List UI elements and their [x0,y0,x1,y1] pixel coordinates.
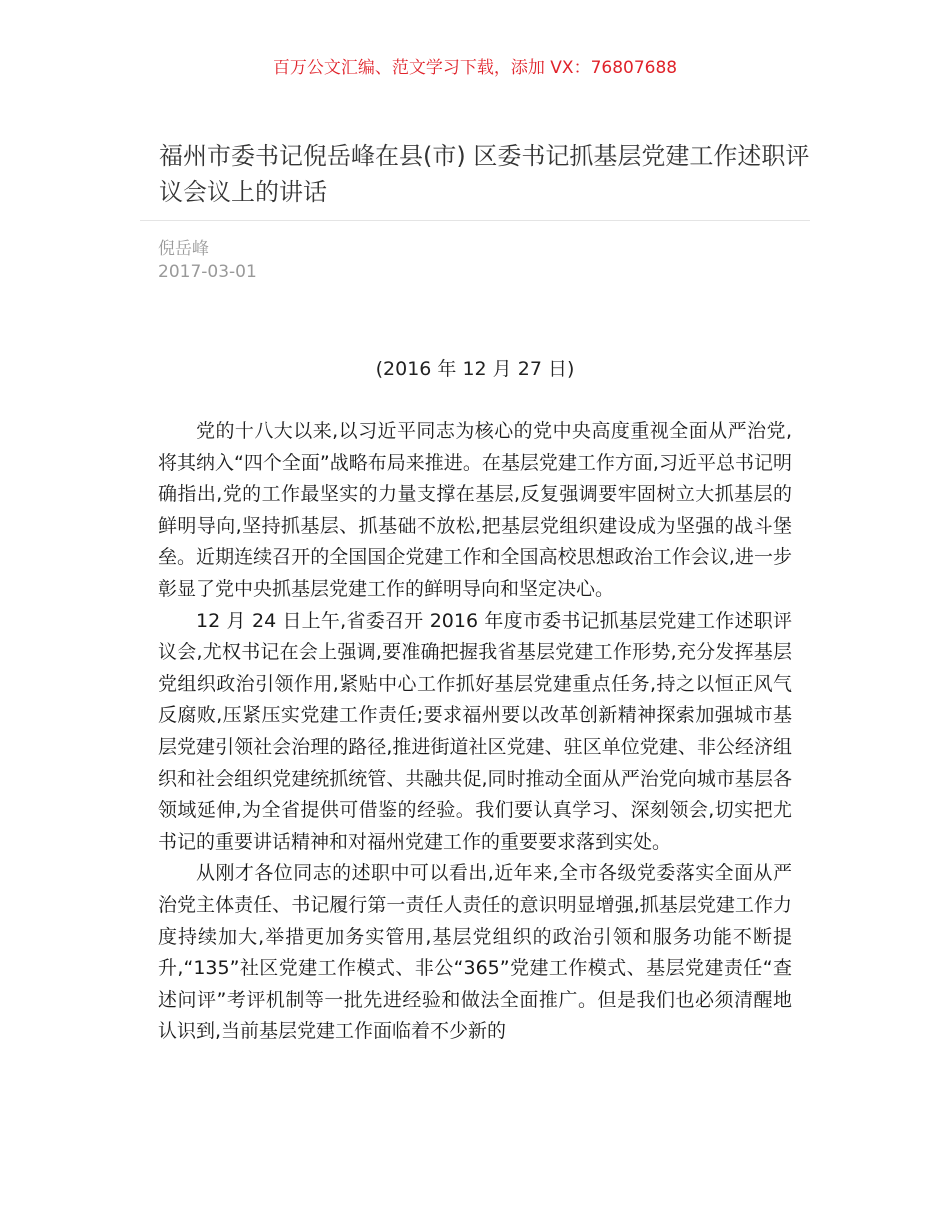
paragraph: 党的十八大以来,以习近平同志为核心的党中央高度重视全面从严治党,将其纳入“四个全面”战略布局来推进。在基层党建工作方面,习近平总书记明确指出,党的工作最坚实的力量支撑在基层,反复强调要牢固树立大抓基层的鲜明导向,坚持抓基层、抓基础不放松,把基层党组织建设成为坚强的战斗堡垒。近期连续召开的全国国企党建工作和全国高校思想政治工作会议,进一步彰显了党中央抓基层党建工作的鲜明导向和坚定决心。 [158,420,792,600]
author-name: 倪岳峰 [158,239,209,259]
article-meta [158,238,257,284]
article-body [158,416,792,1048]
title-divider [140,220,810,221]
paragraph: 12 月 24 日上午,省委召开 2016 年度市委书记抓基层党建工作述职评议会,尤权书记在会上强调,要准确把握我省基层党建工作形势,充分发挥基层党组织政治引领作用,紧贴中心工作抓好基层党建重点任务,持之以恒正风气反腐败,压紧压实党建工作责任;要求福州要以改革创新精神探索加强城市基层党建引领社会治理的路径,推进街道社区党建、驻区单位党建、非公经济组织和社会组织党建统抓统管、共融共促,同时推动全面从严治党向城市基层各领域延伸,为全省提供可借鉴的经验。我们要认真学习、深刻领会,切实把尤书记的重要讲话精神和对福州党建工作的重要要求落到实处。 [158,609,792,853]
article [158,138,810,1043]
article-title: 福州市委书记倪岳峰在县(市) 区委书记抓基层党建工作述职评议会议上的讲话 [159,142,810,206]
publish-date: 2017-03-01 [158,262,257,282]
promo-banner: 百万公文汇编、范文学习下载，添加 VX：76807688 [272,58,678,78]
speech-date: (2016 年 12 月 27 日) [375,358,575,380]
paragraph: 从刚才各位同志的述职中可以看出,近年来,全市各级党委落实全面从严治党主体责任、书记履行第一责任人责任的意识明显增强,抓基层党建工作力度持续加大,举措更加务实管用,基层党组织的政治引领和服务功能不断提升,“135”社区党建工作模式、非公“365”党建工作模式、基层党建责任“查述问评”考评机制等一批先进经验和做法全面推广。但是我们也必须清醒地认识到,当前基层党建工作面临着不少新的 [158,862,792,1043]
